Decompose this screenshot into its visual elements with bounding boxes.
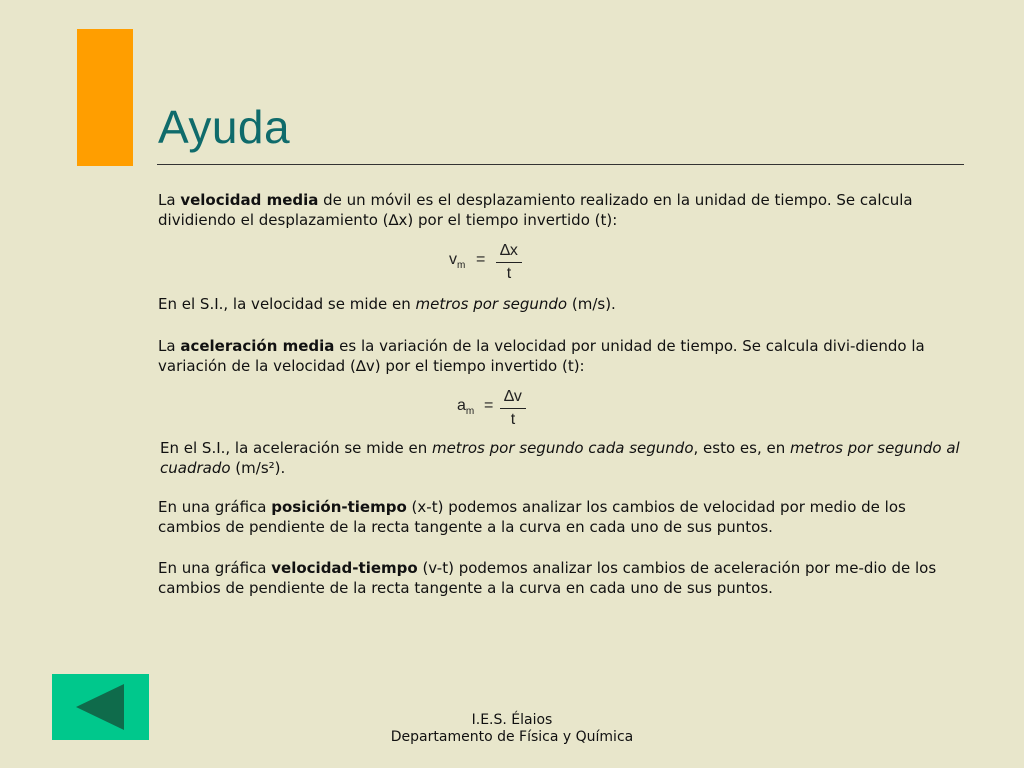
paragraph-grafica-posicion-tiempo xyxy=(158,497,966,537)
unit-emphasis: metros por segundo xyxy=(415,295,568,313)
formula-numerator: ∆v xyxy=(504,388,522,405)
text: es la variación de la velocidad por unidad de tiempo. Se calcula divi-diendo la variación de la velocidad (∆v) por el tiempo invertido (t): xyxy=(158,337,925,375)
formula-aceleracion-media xyxy=(457,388,537,432)
text: de un móvil es el desplazamiento realizado en la unidad de tiempo. Se calcula dividiendo el desplazamiento (∆x) por el tiempo invertido (t): xyxy=(158,191,913,229)
formula-denominator: t xyxy=(506,265,512,282)
text: (m/s²). xyxy=(230,459,286,477)
text: En el S.I., la velocidad se mide en xyxy=(158,295,416,313)
paragraph-si-velocidad xyxy=(158,294,966,314)
formula-subscript: m xyxy=(465,406,475,418)
paragraph-velocidad-media xyxy=(158,190,966,230)
term-posicion-tiempo: posición-tiempo xyxy=(271,498,407,516)
formula-symbol: v xyxy=(449,251,457,268)
unit-emphasis: metros por segundo cada segundo xyxy=(431,439,694,457)
formula-fraction xyxy=(496,242,522,283)
formula-denominator: t xyxy=(510,411,516,428)
page-title: Ayuda xyxy=(158,101,291,153)
formula-fraction xyxy=(500,388,526,429)
text: En el S.I., la aceleración se mide en xyxy=(160,439,432,457)
text: (m/s). xyxy=(567,295,616,313)
paragraph-aceleracion-media xyxy=(158,336,966,376)
text: En una gráfica xyxy=(158,559,272,577)
text: La xyxy=(158,191,181,209)
title-divider xyxy=(157,164,964,165)
unit-emphasis: metros por segundo al cuadrado xyxy=(160,439,960,477)
fraction-bar xyxy=(500,408,526,409)
formula-lhs xyxy=(449,251,465,271)
formula-subscript: m xyxy=(457,260,466,272)
text: (x-t) podemos analizar los cambios de velocidad por medio de los cambios de pendiente de la recta tangente a la curva en cada uno de sus puntos. xyxy=(158,498,906,536)
formula-lhs xyxy=(457,397,474,417)
formula-velocidad-media xyxy=(449,242,529,286)
term-aceleracion-media: aceleración media xyxy=(180,337,335,355)
term-velocidad-media: velocidad media xyxy=(180,191,319,209)
term-velocidad-tiempo: velocidad-tiempo xyxy=(271,559,418,577)
formula-numerator: ∆x xyxy=(500,242,518,259)
formula-symbol: a xyxy=(457,397,466,414)
text: En una gráfica xyxy=(158,498,272,516)
text: , esto es, en xyxy=(693,439,790,457)
footer-department: Departamento de Física y Química xyxy=(390,729,634,745)
formula-equals: = xyxy=(476,251,486,268)
accent-bar xyxy=(77,29,133,166)
fraction-bar xyxy=(496,262,522,263)
text: (v-t) podemos analizar los cambios de aceleración por me-dio de los cambios de pendiente de la recta tangente a la curva en cada uno de sus puntos. xyxy=(158,559,937,597)
footer-school: I.E.S. Élaios xyxy=(471,712,553,728)
formula-equals: = xyxy=(484,397,494,414)
text: La xyxy=(158,337,181,355)
paragraph-grafica-velocidad-tiempo xyxy=(158,558,966,598)
paragraph-si-aceleracion xyxy=(160,438,968,478)
